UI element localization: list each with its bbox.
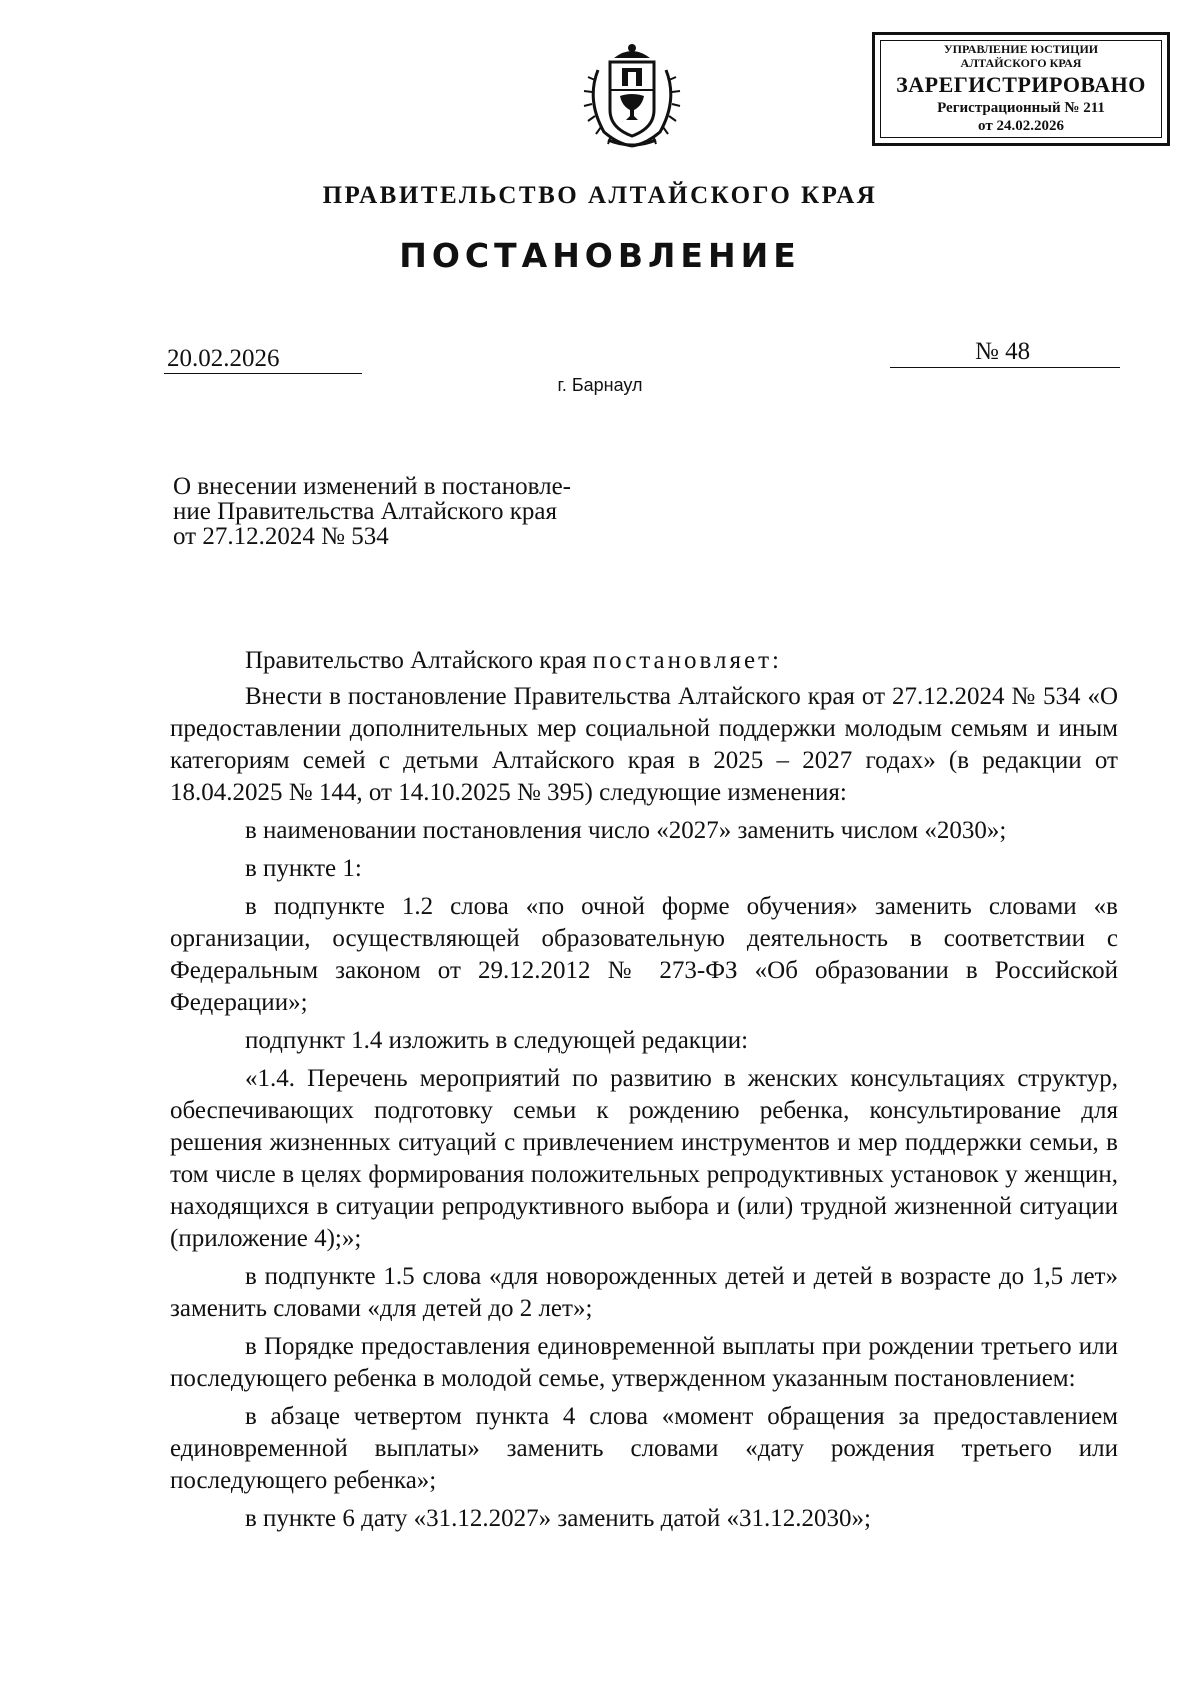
document-city: г. Барнаул [557, 375, 643, 395]
government-title: ПРАВИТЕЛЬСТВО АЛТАЙСКОГО КРАЯ [322, 182, 878, 209]
stamp-reg-number: Регистрационный № 211 [937, 100, 1105, 116]
coat-of-arms-icon [578, 40, 686, 152]
body-paragraph: в абзаце четвертом пункта 4 слова «момент обращения за предоставлением единовременной выплаты» заменить словами «дату рождения третьего или последующего ребенка»; [170, 1403, 1118, 1494]
subject-line-1: О внесении изменений в постановле- [173, 473, 571, 500]
subject-line-3: от 27.12.2024 № 534 [173, 523, 389, 550]
body-paragraph: в пункте 6 дату «31.12.2027» заменить датой «31.12.2030»; [245, 1505, 871, 1532]
registration-stamp [872, 32, 1170, 146]
intro-prefix: Правительство Алтайского края [245, 647, 593, 674]
resolution-intro [170, 645, 1118, 677]
document-number: № 48 [975, 338, 1031, 365]
document-body [170, 645, 1118, 1541]
number-underline [890, 367, 1120, 368]
stamp-org-line-2: АЛТАЙСКОГО КРАЯ [960, 56, 1082, 70]
document-type: ПОСТАНОВЛЕНИЕ [399, 236, 801, 275]
stamp-status: ЗАРЕГИСТРИРОВАНО [896, 72, 1146, 97]
body-paragraph: в подпункте 1.2 слова «по очной форме обучения» заменить словами «в организации, осуществляющей образовательную деятельность в соответствии с Федеральным законом от 29.12.2012 № 273-ФЗ «Об образовании в Российской Федерации»; [170, 893, 1118, 1016]
stamp-org-line-1: УПРАВЛЕНИЕ ЮСТИЦИИ [943, 42, 1099, 56]
body-paragraph: в наименовании постановления число «2027» заменить числом «2030»; [245, 817, 1007, 844]
date-underline [164, 373, 362, 374]
body-paragraph: в пункте 1: [245, 855, 362, 882]
body-paragraph: подпункт 1.4 изложить в следующей редакции: [245, 1027, 749, 1054]
document-subject [173, 474, 645, 549]
body-paragraph: «1.4. Перечень мероприятий по развитию в женских консультациях структур, обеспечивающих подготовку семьи к рождению ребенка, консультирование для решения жизненных ситуаций с привлечением инструментов и мер поддержки семьи, в том числе в целях формирования положительных репродуктивных установок у женщин, находящихся в ситуации репродуктивного выбора и (или) трудной жизненной ситуации (приложение 4);»; [170, 1065, 1118, 1252]
subject-line-2: ние Правительства Алтайского края [173, 498, 558, 525]
stamp-reg-date: от 24.02.2026 [978, 118, 1064, 134]
document-date: 20.02.2026 [167, 345, 280, 372]
intro-verb: постановляет: [592, 647, 782, 674]
body-paragraph: в Порядке предоставления единовременной выплаты при рождении третьего или последующего ребенка в молодой семье, утвержденном указанным постановлением: [170, 1333, 1118, 1392]
body-paragraph: в подпункте 1.5 слова «для новорожденных детей и детей в возрасте до 1,5 лет» заменить словами «для детей до 2 лет»; [170, 1263, 1118, 1322]
body-paragraph: Внести в постановление Правительства Алтайского края от 27.12.2024 № 534 «О предоставлении дополнительных мер социальной поддержки молодым семьям и иным категориям семей с детьми Алтайского края в 2025 – 2027 годах» (в редакции от 18.04.2025 № 144, от 14.10.2025 № 395) следующие изменения: [170, 683, 1118, 806]
